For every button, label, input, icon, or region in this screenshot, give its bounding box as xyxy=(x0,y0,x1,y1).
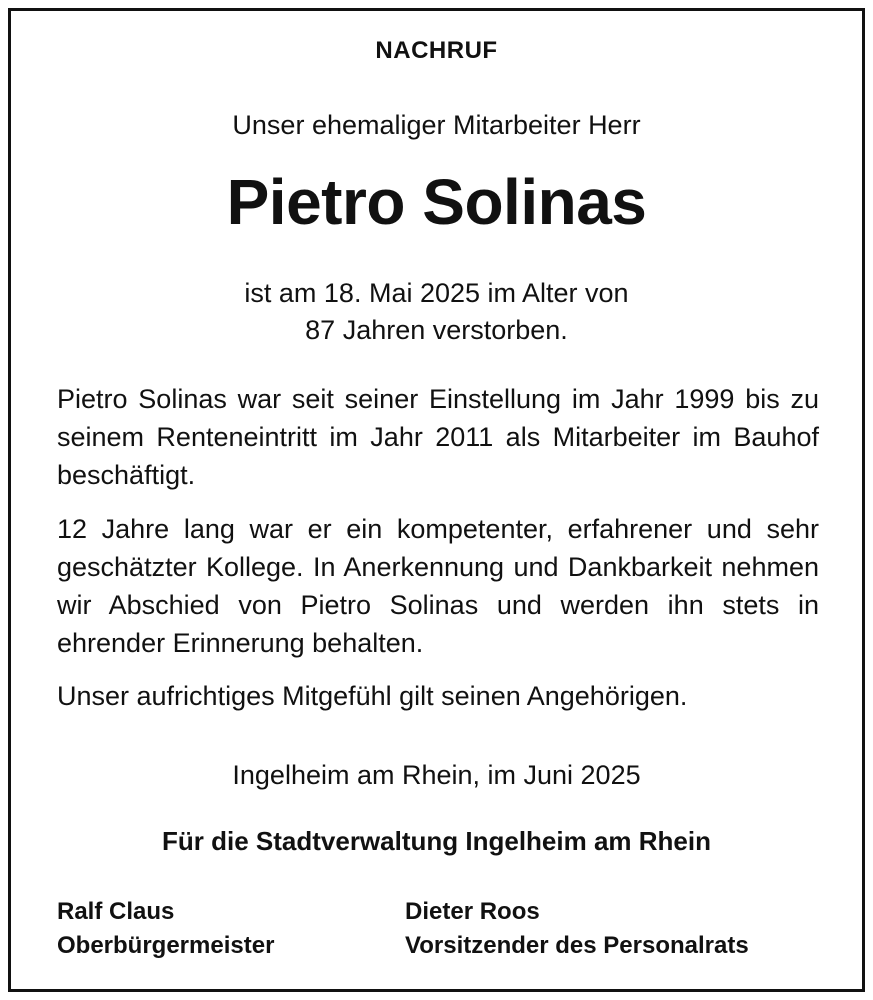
organization-line: Für die Stadtverwaltung Ingelheim am Rhein xyxy=(162,826,711,856)
death-info xyxy=(0,275,873,349)
death-line-2: 87 Jahren verstorben. xyxy=(305,315,568,345)
signer-title: Oberbürgermeister xyxy=(57,932,275,959)
deceased-name: Pietro Solinas xyxy=(226,166,647,238)
paragraph-tribute: 12 Jahre lang war er ein kompetenter, erfahrener und sehr geschätzter Kollege. In Anerkennung und Dankbarkeit nehmen wir Abschied von Pietro Solinas und werden ihn stets in ehrender Erinnerung behalten. xyxy=(57,514,819,658)
notice-heading: NACHRUF xyxy=(375,37,498,64)
place-date: Ingelheim am Rhein, im Juni 2025 xyxy=(232,760,641,790)
signer-left xyxy=(57,895,274,963)
signer-name: Ralf Claus xyxy=(57,898,175,925)
paragraph-employment: Pietro Solinas war seit seiner Einstellung im Jahr 1999 bis zu seinem Renteneintritt im Jahr 2011 als Mitarbeiter im Bauhof beschäftigt. xyxy=(57,384,819,490)
intro-line: Unser ehemaliger Mitarbeiter Herr xyxy=(232,110,641,140)
signer-name: Dieter Roos xyxy=(405,898,540,925)
death-line-1: ist am 18. Mai 2025 im Alter von xyxy=(244,278,629,308)
paragraph-condolence: Unser aufrichtiges Mitgefühl gilt seinen Angehörigen. xyxy=(57,681,688,711)
signer-right xyxy=(405,895,749,963)
signer-title: Vorsitzender des Personalrats xyxy=(405,932,749,959)
